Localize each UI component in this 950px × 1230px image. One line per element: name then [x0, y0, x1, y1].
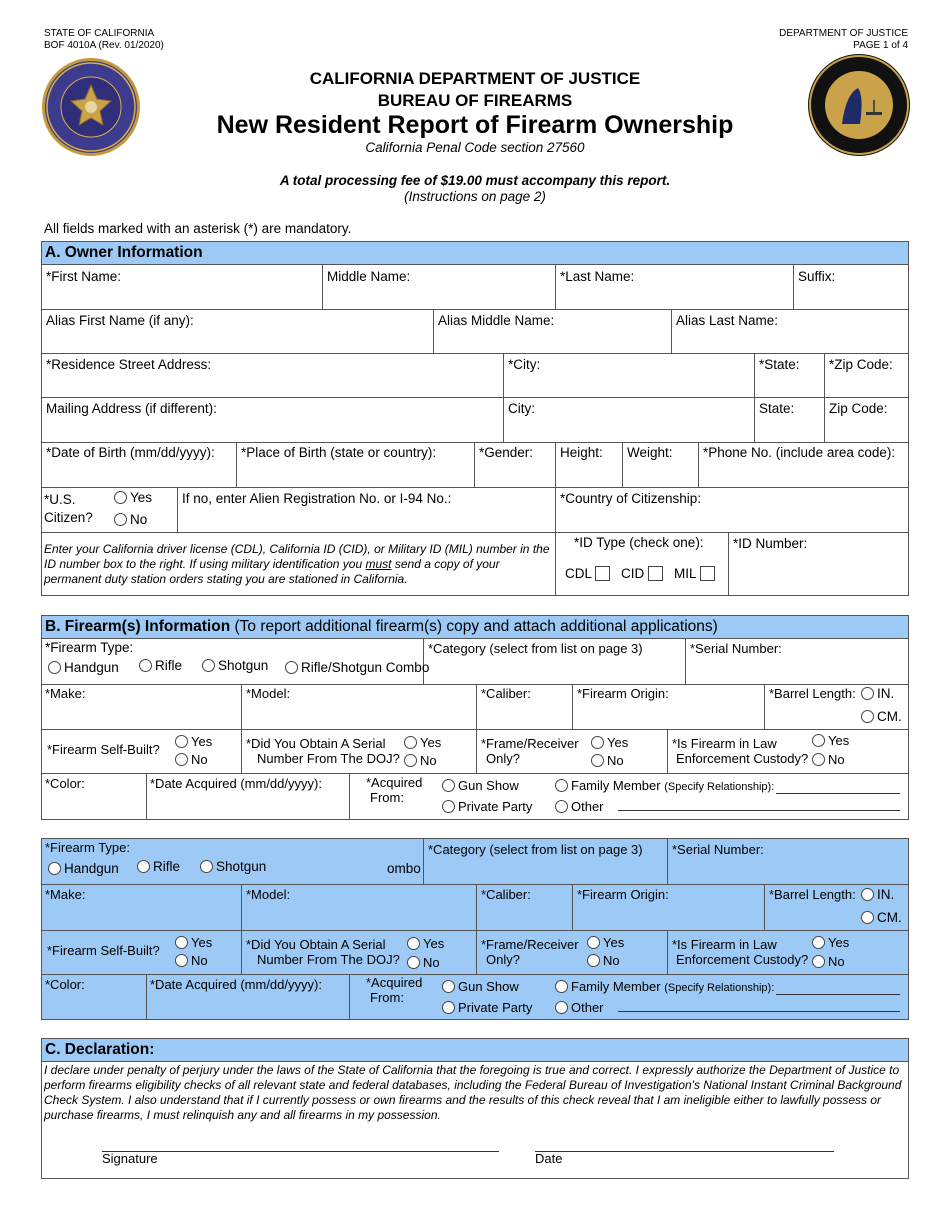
page-title: New Resident Report of Firearm Ownership	[216, 111, 734, 139]
firearm-2-frame-label-2: Only?	[486, 952, 520, 967]
radio-icon	[812, 936, 825, 949]
section-a-header: A. Owner Information	[41, 241, 909, 265]
bureau-of-firearms-seal	[42, 58, 140, 156]
date-of-birth-field[interactable]: *Date of Birth (mm/dd/yyyy):	[46, 445, 215, 460]
signature-line[interactable]	[102, 1151, 499, 1152]
firearm-1-caliber-field[interactable]: *Caliber:	[481, 686, 531, 701]
firearm-1-frame-yes[interactable]: Yes	[591, 735, 628, 751]
firearm-1-barrel-length-field[interactable]: *Barrel Length:	[769, 686, 856, 701]
us-citizen-no-radio[interactable]: No	[114, 512, 147, 528]
us-citizen-label-2: Citizen?	[44, 510, 93, 525]
radio-icon	[137, 860, 150, 873]
id-type-label: *ID Type (check one):	[574, 535, 704, 550]
firearm-1-frame-label-2: Only?	[486, 751, 520, 766]
radio-icon	[114, 491, 127, 504]
radio-icon	[861, 687, 874, 700]
firearm-1-acquired-from-label: *Acquired	[366, 775, 423, 790]
firearm-2-color-field[interactable]: *Color:	[45, 977, 85, 992]
firearm-2-barrel-length-field[interactable]: *Barrel Length:	[769, 887, 856, 902]
firearm-2-model-field[interactable]: *Model:	[246, 887, 291, 902]
mailing-zip-field[interactable]: Zip Code:	[829, 401, 888, 416]
firearm-1-gun-show-radio[interactable]: Gun Show	[442, 778, 519, 794]
radio-icon	[175, 936, 188, 949]
firearm-2-acquired-from-label: *Acquired	[366, 975, 423, 990]
radio-icon	[404, 736, 417, 749]
firearm-2-self-built-yes[interactable]: Yes	[175, 935, 212, 951]
firearm-1-barrel-in-radio[interactable]: IN.	[861, 686, 894, 702]
firearm-2-serial-doj-no[interactable]: No	[407, 955, 440, 971]
firearm-2-barrel-in-radio[interactable]: IN.	[861, 887, 894, 903]
alias-middle-name-field[interactable]: Alias Middle Name:	[438, 313, 555, 328]
firearm-1-acquired-from-label-2: From:	[370, 790, 404, 805]
firearm-1-category-field[interactable]: *Category (select from list on page 3)	[428, 641, 643, 656]
radio-icon	[861, 710, 874, 723]
radio-icon	[404, 754, 417, 767]
radio-icon	[861, 888, 874, 901]
radio-icon	[442, 980, 455, 993]
radio-icon	[442, 800, 455, 813]
bureau-seal-graphic	[45, 61, 137, 153]
firearm-1-serial-doj-label-2: Number From The DOJ?	[257, 751, 400, 766]
radio-icon	[591, 736, 604, 749]
signature-label: Signature	[102, 1151, 158, 1166]
firearm-2-serial-doj-yes[interactable]: Yes	[407, 936, 444, 952]
firearm-1-type-label: *Firearm Type:	[45, 640, 134, 655]
radio-icon	[114, 513, 127, 526]
us-citizen-yes-radio[interactable]: Yes	[114, 490, 152, 506]
phone-field[interactable]: *Phone No. (include area code):	[703, 445, 896, 460]
section-b-title: B. Firearm(s) Information	[45, 618, 231, 635]
us-citizen-label: *U.S.	[44, 492, 76, 507]
firearm-2-shotgun-radio[interactable]: Shotgun	[200, 859, 266, 875]
mailing-address-field[interactable]: Mailing Address (if different):	[46, 401, 217, 416]
firearm-1-le-custody-label-2: Enforcement Custody?	[676, 751, 809, 766]
radio-icon	[48, 661, 61, 674]
firearm-1-serial-doj-label: *Did You Obtain A Serial	[246, 736, 386, 751]
firearm-1-rifle-radio[interactable]: Rifle	[139, 658, 182, 674]
radio-icon	[200, 860, 213, 873]
firearm-2-date-acquired-field[interactable]: *Date Acquired (mm/dd/yyyy):	[150, 977, 322, 992]
title-department: CALIFORNIA DEPARTMENT OF JUSTICE	[309, 69, 641, 88]
residence-address-field[interactable]: *Residence Street Address:	[46, 357, 212, 372]
firearm-1-date-acquired-field[interactable]: *Date Acquired (mm/dd/yyyy):	[150, 776, 322, 791]
firearm-1-le-custody-no[interactable]: No	[812, 752, 845, 768]
radio-icon	[175, 753, 188, 766]
radio-icon	[555, 1001, 568, 1014]
firearm-2-acquired-from-label-2: From:	[370, 990, 404, 1005]
firearm-1-origin-field[interactable]: *Firearm Origin:	[577, 686, 669, 701]
firearm-2-barrel-cm-radio[interactable]: CM.	[861, 910, 902, 926]
title-bureau: BUREAU OF FIREARMS	[377, 91, 573, 110]
section-c-header: C. Declaration:	[41, 1038, 909, 1062]
firearm-1-le-custody-label: *Is Firearm in Law	[672, 736, 777, 751]
state-label: STATE OF CALIFORNIA	[44, 28, 155, 39]
firearm-2-le-custody-label-2: Enforcement Custody?	[676, 952, 809, 967]
firearm-1-frame-no[interactable]: No	[591, 753, 624, 769]
radio-icon	[812, 734, 825, 747]
firearm-1-combo-radio[interactable]: Rifle/Shotgun Combo	[285, 660, 429, 676]
firearm-1-handgun-radio[interactable]: Handgun	[48, 660, 119, 676]
weight-field[interactable]: Weight:	[627, 445, 673, 460]
firearm-1-shotgun-radio[interactable]: Shotgun	[202, 658, 268, 674]
section-b-header	[41, 615, 909, 639]
last-name-field[interactable]: *Last Name:	[560, 269, 635, 284]
id-type-cid-checkbox[interactable]: CID	[621, 566, 663, 582]
id-type-cdl-checkbox[interactable]: CDL	[565, 566, 610, 582]
radio-icon	[587, 954, 600, 967]
place-of-birth-field[interactable]: *Place of Birth (state or country):	[241, 445, 437, 460]
firearm-2-category-field[interactable]: *Category (select from list on page 3)	[428, 842, 643, 857]
radio-icon	[587, 936, 600, 949]
height-field[interactable]: Height:	[560, 445, 603, 460]
firearm-2-handgun-radio[interactable]: Handgun	[48, 861, 119, 877]
firearm-2-rifle-radio[interactable]: Rifle	[137, 859, 180, 875]
id-type-mil-checkbox[interactable]: MIL	[674, 566, 715, 582]
firearm-1-model-field[interactable]: *Model:	[246, 686, 291, 701]
declaration-text: I declare under penalty of perjury under the laws of the State of California that the foregoing is true and correct. I expressly authorize the Department of Justice to perform firearms eligibility checks of all relevant state and federal databases, including the Federal Bureau of Investigation's National Instant Criminal Background Check System. I also understand that if I currently possess or own firearms and the results of this check reveal that I am ineligible either to lawfully possess or purchase firearms, I must relinquish any and all firearms in my possession.	[44, 1063, 902, 1122]
page-number: PAGE 1 of 4	[853, 40, 908, 51]
firearm-1-private-party-radio[interactable]: Private Party	[442, 799, 532, 815]
section-b-subtitle: (To report additional firearm(s) copy and attach additional applications)	[234, 618, 718, 635]
firearm-2-self-built-label: *Firearm Self-Built?	[47, 943, 160, 958]
mandatory-note: All fields marked with an asterisk (*) are mandatory.	[44, 221, 352, 236]
radio-icon	[139, 659, 152, 672]
firearm-1-serial-doj-no[interactable]: No	[404, 753, 437, 769]
dept-label: DEPARTMENT OF JUSTICE	[779, 28, 908, 39]
firearm-2-serial-doj-label: *Did You Obtain A Serial	[246, 937, 386, 952]
firearm-2-serial-field[interactable]: *Serial Number:	[672, 842, 764, 857]
mailing-state-field[interactable]: State:	[759, 401, 795, 416]
attorney-general-seal	[808, 54, 910, 156]
firearm-2-frame-label: *Frame/Receiver	[481, 937, 579, 952]
gender-field[interactable]: *Gender:	[479, 445, 534, 460]
firearm-2-le-custody-label: *Is Firearm in Law	[672, 937, 777, 952]
id-instructions: Enter your California driver license (CDL), California ID (CID), or Military ID (MIL) number in the ID number box to the right. If using military identification you must send a copy of your permanent duty station orders stating you are stationed in California.	[44, 542, 550, 586]
firearm-2-le-custody-no[interactable]: No	[812, 954, 845, 970]
firearm-2-le-custody-yes[interactable]: Yes	[812, 935, 849, 951]
radio-icon	[48, 862, 61, 875]
fee-notice: A total processing fee of $19.00 must accompany this report.	[279, 173, 671, 188]
id-number-field[interactable]: *ID Number:	[733, 536, 808, 551]
penal-code: California Penal Code section 27560	[365, 140, 585, 155]
firearm-1-frame-label: *Frame/Receiver	[481, 736, 579, 751]
checkbox-icon	[595, 566, 610, 581]
middle-name-field[interactable]: Middle Name:	[327, 269, 411, 284]
radio-icon	[591, 754, 604, 767]
ag-seal-graphic	[808, 54, 910, 156]
firearm-2-combo-text[interactable]: ombo	[387, 861, 421, 876]
firearm-2-origin-field[interactable]: *Firearm Origin:	[577, 887, 669, 902]
suffix-field[interactable]: Suffix:	[798, 269, 836, 284]
firearm-2-frame-yes[interactable]: Yes	[587, 935, 624, 951]
date-line[interactable]	[535, 1151, 834, 1152]
alias-last-name-field[interactable]: Alias Last Name:	[676, 313, 779, 328]
residence-zip-field[interactable]: *Zip Code:	[829, 357, 893, 372]
firearm-2-other-radio[interactable]: Other	[555, 1000, 604, 1016]
checkbox-icon	[648, 566, 663, 581]
firearm-2-family-member-radio[interactable]: Family Member (Specify Relationship):	[555, 979, 774, 996]
radio-icon	[812, 955, 825, 968]
mailing-city-field[interactable]: City:	[508, 401, 535, 416]
firearm-2-gun-show-radio[interactable]: Gun Show	[442, 979, 519, 995]
radio-icon	[861, 911, 874, 924]
alias-first-name-field[interactable]: Alias First Name (if any):	[46, 313, 194, 328]
first-name-field[interactable]: *First Name:	[46, 269, 122, 284]
radio-icon	[442, 779, 455, 792]
firearm-2-self-built-no[interactable]: No	[175, 953, 208, 969]
firearm-1-family-member-radio[interactable]: Family Member (Specify Relationship):	[555, 778, 774, 795]
firearm-2-serial-doj-label-2: Number From The DOJ?	[257, 952, 400, 967]
firearm-1-other-radio[interactable]: Other	[555, 799, 604, 815]
firearm-2-make-field[interactable]: *Make:	[45, 887, 86, 902]
radio-icon	[202, 659, 215, 672]
checkbox-icon	[700, 566, 715, 581]
instructions-note: (Instructions on page 2)	[404, 189, 546, 204]
firearm-2-type-label: *Firearm Type:	[45, 840, 131, 855]
radio-icon	[812, 753, 825, 766]
firearm-1-serial-doj-yes[interactable]: Yes	[404, 735, 441, 751]
radio-icon	[285, 661, 298, 674]
firearm-1-barrel-cm-radio[interactable]: CM.	[861, 709, 902, 725]
firearm-1-serial-field[interactable]: *Serial Number:	[690, 641, 782, 656]
firearm-1-self-built-no[interactable]: No	[175, 752, 208, 768]
firearm-1-le-custody-yes[interactable]: Yes	[812, 733, 849, 749]
firearm-1-color-field[interactable]: *Color:	[45, 776, 85, 791]
radio-icon	[175, 954, 188, 967]
country-of-citizenship-field[interactable]: *Country of Citizenship:	[560, 491, 702, 506]
firearm-2-frame-no[interactable]: No	[587, 953, 620, 969]
residence-city-field[interactable]: *City:	[508, 357, 541, 372]
firearm-1-self-built-yes[interactable]: Yes	[175, 734, 212, 750]
radio-icon	[555, 779, 568, 792]
firearm-1-self-built-label: *Firearm Self-Built?	[47, 742, 160, 757]
radio-icon	[555, 800, 568, 813]
residence-state-field[interactable]: *State:	[759, 357, 800, 372]
date-label: Date	[535, 1151, 563, 1166]
firearm-1-make-field[interactable]: *Make:	[45, 686, 86, 701]
radio-icon	[175, 735, 188, 748]
radio-icon	[407, 956, 420, 969]
firearm-2-caliber-field[interactable]: *Caliber:	[481, 887, 531, 902]
firearm-2-private-party-radio[interactable]: Private Party	[442, 1000, 532, 1016]
radio-icon	[407, 937, 420, 950]
form-id: BOF 4010A (Rev. 01/2020)	[44, 40, 164, 51]
radio-icon	[442, 1001, 455, 1014]
alien-registration-field[interactable]: If no, enter Alien Registration No. or I-94 No.:	[182, 491, 452, 506]
radio-icon	[555, 980, 568, 993]
